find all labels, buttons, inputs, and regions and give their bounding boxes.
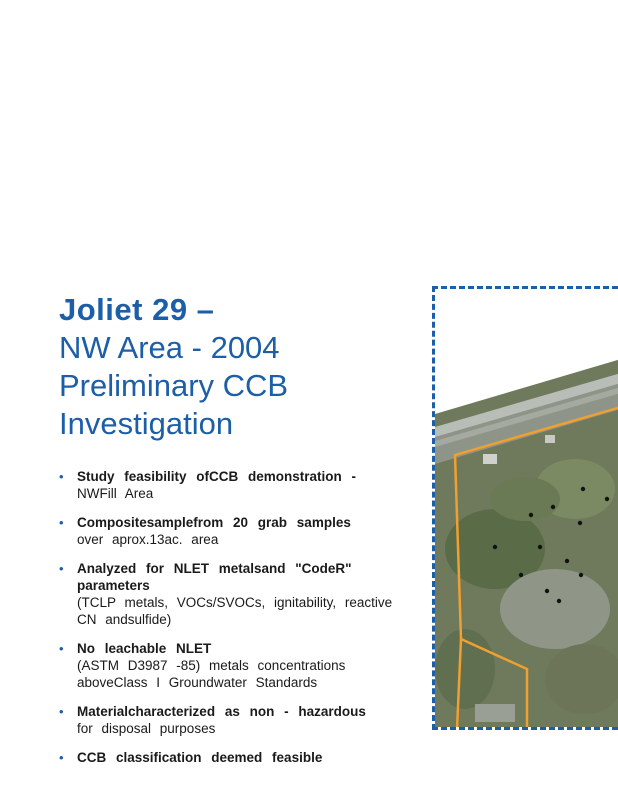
- bullet-dot-icon: •: [59, 515, 64, 530]
- bullet-dot-icon: •: [59, 704, 64, 719]
- title-line-4: Investigation: [59, 406, 234, 441]
- title-line-3: Preliminary CCB: [59, 368, 289, 403]
- bullet-list: [59, 468, 409, 778]
- bullet-lead-text: Materialcharacterized as non - hazardous: [77, 704, 366, 719]
- bullet-lead-text: Analyzed for NLET metalsand "CodeR" parameters: [77, 561, 352, 593]
- bullet-item: [59, 468, 409, 502]
- bullet-rest-text: (TCLP metals, VOCs/SVOCs, ignitability, reactive CN andsulfide): [77, 595, 393, 627]
- bullet-item: [59, 749, 409, 766]
- bullet-rest-text: (ASTM D3987 -85) metals concentrations aboveClass I Groundwater Standards: [77, 658, 346, 690]
- bullet-item: [59, 703, 409, 737]
- bullet-item: [59, 560, 409, 628]
- bullet-item: [59, 514, 409, 548]
- bullet-rest-text: NWFill Area: [77, 486, 154, 501]
- bullet-item: [59, 640, 409, 691]
- bullet-dot-icon: •: [59, 561, 64, 576]
- bullet-rest-text: for disposal purposes: [77, 721, 216, 736]
- bullet-lead-text: CCB classification deemed feasible: [77, 750, 323, 765]
- title-line-1: Joliet 29 –: [59, 292, 215, 327]
- title-line-2: NW Area - 2004: [59, 330, 280, 365]
- aerial-map-frame: [432, 286, 618, 730]
- bullet-dot-icon: •: [59, 469, 64, 484]
- bullet-lead-text: No leachable NLET: [77, 641, 212, 656]
- bullet-lead-text: Study feasibility ofCCB demonstration -: [77, 469, 357, 484]
- bullet-dot-icon: •: [59, 641, 64, 656]
- bullet-rest-text: over aprox.13ac. area: [77, 532, 219, 547]
- bullet-dot-icon: •: [59, 750, 64, 765]
- aerial-photo-icon: [435, 289, 618, 730]
- bullet-lead-text: Compositesamplefrom 20 grab samples: [77, 515, 351, 530]
- slide-title: [59, 291, 419, 443]
